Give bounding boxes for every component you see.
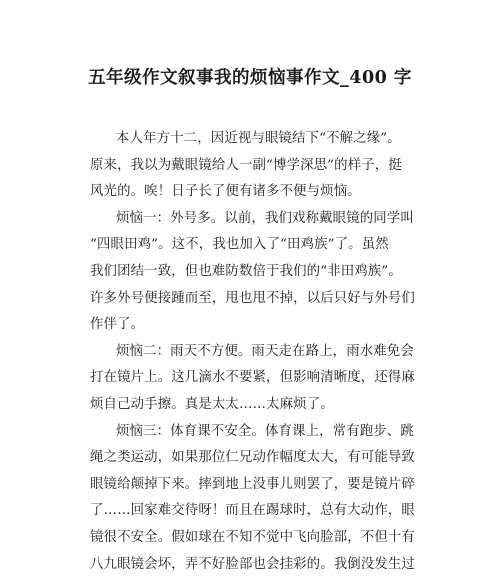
paragraph-line: 本人年方十二，因近视与眼镜结下“不解之缘”。: [90, 126, 412, 153]
paragraph-line: 原来，我以为戴眼镜给人一副“博学深思”的样子，挺: [90, 153, 412, 180]
paragraph-line: 我们团结一致，但也难防数倍于我们的“非田鸡族”。: [90, 259, 412, 286]
paragraph-line: 作伴了。: [90, 312, 412, 339]
paragraph-line: 眼镜给颠掉下来。摔到地上没事儿则罢了，要是镜片碎: [90, 472, 412, 499]
paragraph-line: 镜很不安全。假如球在不知不觉中飞向脸部，不但十有: [90, 525, 412, 552]
paragraph-line: “四眼田鸡”。这不，我也加入了“田鸡族”了。虽然: [90, 232, 412, 259]
paragraph-line: 烦自己动手擦。真是太太……太麻烦了。: [90, 392, 412, 419]
paragraph-line: 烦恼三：体育课不安全。体育课上，常有跑步、跳: [90, 419, 412, 446]
paragraph-line: 烦恼二：雨天不方便。雨天走在路上，雨水难免会: [90, 339, 412, 366]
article-body: [90, 126, 412, 578]
paragraph-line: 八九眼镜会坏，弄不好脸部也会挂彩的。我倒没发生过: [90, 552, 412, 578]
paragraph-line: 打在镜片上。这几滴水不要紧，但影响清晰度，还得麻: [90, 365, 412, 392]
paragraph-line: 绳之类运动，如果那位仁兄动作幅度太大，有可能导致: [90, 445, 412, 472]
paragraph-line: 烦恼一：外号多。以前，我们戏称戴眼镜的同学叫: [90, 206, 412, 233]
paragraph-line: 风光的。唉！日子长了便有诸多不便与烦恼。: [90, 179, 412, 206]
document-title: 五年级作文叙事我的烦恼事作文_400 字: [0, 64, 500, 89]
paragraph-line: 了……回家难交待呀！而且在踢球时，总有大动作，眼: [90, 498, 412, 525]
paragraph-line: 许多外号便接踵而至，甩也甩不掉，以后只好与外号们: [90, 286, 412, 313]
